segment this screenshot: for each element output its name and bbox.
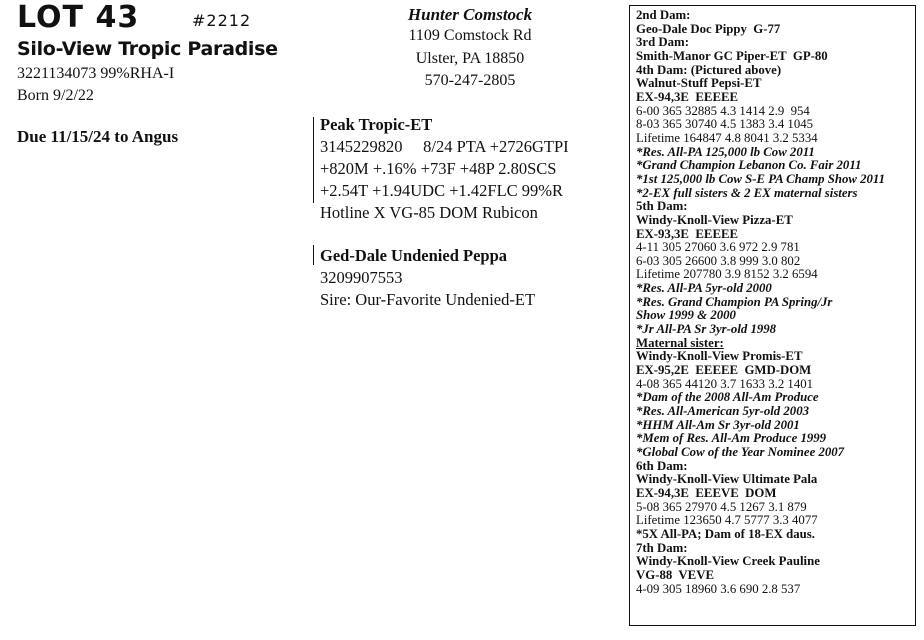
dam-pedigree-line: Walnut-Stuff Pepsi-ET (636, 76, 762, 91)
consignor-address-line2: Ulster, PA 18850 (415, 50, 525, 67)
consignor-name: Hunter Comstock (407, 5, 533, 24)
dam-pedigree-line: Show 1999 & 2000 (636, 308, 736, 323)
dam-pedigree-line: 4th Dam: (Pictured above) (636, 62, 782, 77)
dam-block (320, 245, 535, 311)
dam-pedigree-line: Windy-Knoll-View Promis-ET (636, 349, 803, 364)
dam-pedigree-line: 5th Dam: (636, 199, 688, 214)
dam-pedigree-line: *Res. All-PA 125,000 lb Cow 2011 (636, 144, 815, 159)
dam-pedigree-line: 4-11 305 27060 3.6 972 2.9 781 (636, 240, 800, 255)
lot-title: LOT 43 (17, 0, 140, 35)
sire-block (320, 114, 569, 224)
dam-pedigree-line: 6-00 365 32885 4.3 1414 2.9 954 (636, 103, 810, 118)
dam-pedigree-line: EX-94,3E EEEEE (636, 89, 739, 104)
birth-date: Born 9/2/22 (17, 87, 94, 104)
dam-pedigree-line: Lifetime 207780 3.9 8152 3.2 6594 (636, 267, 818, 282)
dam-pedigree-line: EX-95,2E EEEEE GMD-DOM (636, 363, 812, 378)
dam-pedigree-line: 5-08 365 27970 4.5 1267 3.1 879 (636, 499, 807, 514)
sire-bracket-line (313, 117, 314, 203)
dam-pedigree-line: *Jr All-PA Sr 3yr-old 1998 (636, 322, 777, 337)
dam-pedigree-line: 6th Dam: (636, 458, 688, 473)
dam-pedigree-line: Windy-Knoll-View Creek Pauline (636, 554, 820, 569)
dam-pedigree-line: *HHM All-Am Sr 3yr-old 2001 (636, 417, 800, 432)
sire-line: +2.54T +1.94UDC +1.42FLC 99%R (320, 181, 564, 200)
dam-pedigree-line: *5X All-PA; Dam of 18-EX daus. (636, 526, 815, 541)
dam-pedigree-line: EX-94,3E EEEVE DOM (636, 485, 777, 500)
dam-pedigree-box (629, 5, 916, 626)
dam-pedigree-line: *Dam of the 2008 All-Am Produce (636, 390, 819, 405)
dam-pedigree-line: *Res. All-American 5yr-old 2003 (636, 404, 809, 419)
due-date: Due 11/15/24 to Angus (17, 127, 179, 146)
dam-pedigree-line: Geo-Dale Doc Pippy G-77 (636, 21, 781, 36)
dam-pedigree-line: 8-03 365 30740 4.5 1383 3.4 1045 (636, 117, 814, 132)
sire-line: 3145229820 8/24 PTA +2726GTPI (320, 137, 569, 156)
dam-pedigree-line: 2nd Dam: (636, 8, 691, 22)
registration-line: 3221134073 99%RHA-I (17, 65, 175, 82)
dam-pedigree-line: *1st 125,000 lb Cow S-E PA Champ Show 2011 (636, 171, 886, 186)
dam-pedigree-line: 7th Dam: (636, 540, 688, 555)
dam-pedigree-line: Windy-Knoll-View Ultimate Pala (636, 472, 818, 487)
dam-pedigree-list (636, 9, 915, 596)
dam-pedigree-line: VG-88 VEVE (636, 567, 714, 582)
dam-pedigree-line: EX-93,3E EEEEE (636, 226, 739, 241)
sire-line: Hotline X VG-85 DOM Rubicon (320, 203, 538, 222)
dam-name: Ged-Dale Undenied Peppa (320, 246, 508, 265)
dam-pedigree-line: *Mem of Res. All-Am Produce 1999 (636, 431, 827, 446)
dam-pedigree-line: 3rd Dam: (636, 35, 689, 50)
dam-pedigree-line: *2-EX full sisters & 2 EX maternal sisters (636, 185, 858, 200)
dam-pedigree-line: 6-03 305 26600 3.8 999 3.0 802 (636, 253, 801, 268)
consignor-phone: 570-247-2805 (424, 72, 516, 89)
dam-pedigree-line: Windy-Knoll-View Pizza-ET (636, 212, 793, 227)
dam-line: 3209907553 (320, 268, 403, 287)
sire-name: Peak Tropic-ET (320, 115, 433, 134)
dam-pedigree-line: *Global Cow of the Year Nominee 2007 (636, 445, 845, 459)
sire-line: +820M +.16% +73F +48P 2.80SCS (320, 159, 557, 178)
consignor-address-line1: 1109 Comstock Rd (408, 27, 532, 44)
lot-number: #2212 (192, 11, 252, 30)
dam-pedigree-line: *Res. All-PA 5yr-old 2000 (636, 281, 772, 296)
dam-pedigree-line: Smith-Manor GC Piper-ET GP-80 (636, 48, 828, 63)
dam-pedigree-line: *Grand Champion Lebanon Co. Fair 2011 (636, 158, 862, 173)
dam-pedigree-line: 4-09 305 18960 3.6 690 2.8 537 (636, 581, 801, 596)
cow-name: Silo-View Tropic Paradise (17, 38, 278, 60)
dam-pedigree-line: 4-08 365 44120 3.7 1633 3.2 1401 (636, 376, 814, 391)
dam-pedigree-line: Lifetime 164847 4.8 8041 3.2 5334 (636, 130, 818, 145)
dam-line: Sire: Our-Favorite Undenied-ET (320, 290, 536, 309)
dam-pedigree-line: Lifetime 123650 4.7 5777 3.3 4077 (636, 513, 818, 528)
dam-pedigree-line: *Res. Grand Champion PA Spring/Jr (636, 294, 833, 309)
dam-pedigree-line: Maternal sister: (636, 335, 724, 350)
dam-bracket-line (313, 245, 314, 265)
